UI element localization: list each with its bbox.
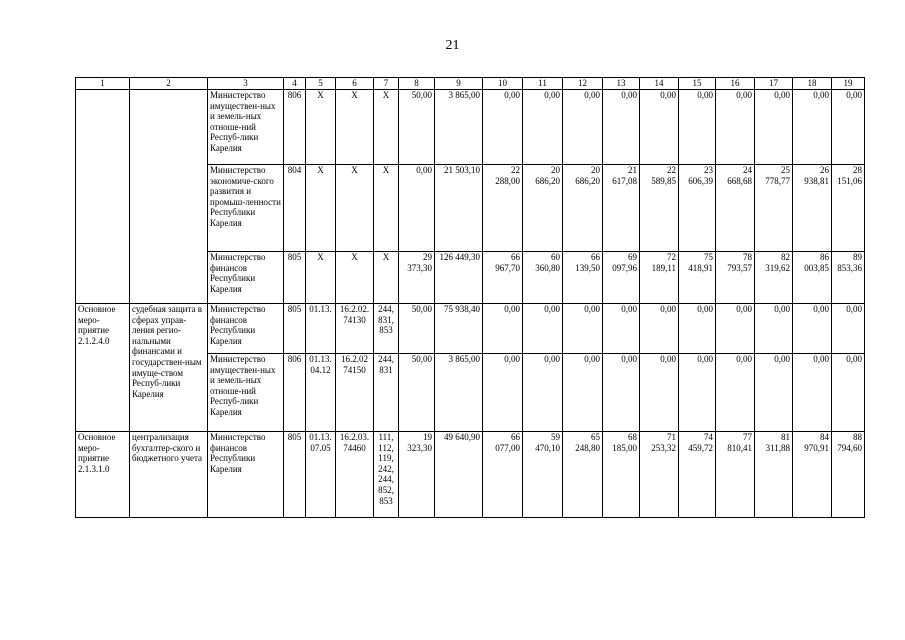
description-cell: централизация бухгалтер-ского и бюджетного учета (130, 432, 208, 518)
value-cell: 0,00 (832, 304, 865, 354)
expense-type-cell: Х (374, 165, 399, 252)
value-cell: 49 640,90 (435, 432, 483, 518)
section-code-cell: Х (306, 165, 336, 252)
value-cell: 20 686,20 (523, 165, 563, 252)
header-cell: 9 (435, 78, 483, 90)
value-cell: 81 311,88 (755, 432, 793, 518)
value-cell: 0,00 (679, 90, 716, 165)
section-code-cell: Х (306, 252, 336, 304)
value-cell: 82 319,62 (755, 252, 793, 304)
value-cell: 59 470,10 (523, 432, 563, 518)
header-cell: 16 (716, 78, 755, 90)
value-cell: 0,00 (716, 354, 755, 432)
value-cell: 0,00 (563, 354, 603, 432)
executor-cell: Министерство финансов Республики Карелия (208, 252, 284, 304)
value-cell: 0,00 (483, 304, 523, 354)
executor-cell: Министерство экономиче-ского развития и промыш-ленности Республики Карелия (208, 165, 284, 252)
table-row (76, 90, 865, 165)
grbs-code-cell: 805 (284, 432, 306, 518)
value-cell: 0,00 (640, 304, 679, 354)
value-cell: 0,00 (793, 354, 832, 432)
value-cell: 0,00 (716, 90, 755, 165)
value-cell: 0,00 (679, 354, 716, 432)
value-cell: 77 810,41 (716, 432, 755, 518)
executor-cell: Министерство имуществен-ных и земель-ных отноше-ний Респуб-лики Карелия (208, 354, 284, 432)
value-cell: 0,00 (523, 90, 563, 165)
description-cell (130, 90, 208, 304)
target-article-cell: 16.2.02. 74130 (336, 304, 374, 354)
page-number: 21 (445, 38, 460, 53)
value-cell: 21 617,08 (603, 165, 640, 252)
header-cell: 19 (832, 78, 865, 90)
header-cell: 15 (679, 78, 716, 90)
target-article-cell: Х (336, 90, 374, 165)
header-cell: 8 (399, 78, 435, 90)
activity-cell: Основное меро-приятие 2.1.2.4.0 (76, 304, 130, 432)
value-cell: 29 373,30 (399, 252, 435, 304)
expense-type-cell: Х (374, 90, 399, 165)
target-article-cell: Х (336, 252, 374, 304)
value-cell: 0,00 (603, 304, 640, 354)
description-cell: судебная защита в сферах управ-ления регио-нальными финансами и государствен-ным имуще-ством Респуб-лики Карелия (130, 304, 208, 432)
target-article-cell: 16.2.02 74150 (336, 354, 374, 432)
value-cell: 0,00 (793, 304, 832, 354)
value-cell: 72 189,11 (640, 252, 679, 304)
value-cell: 75 938,40 (435, 304, 483, 354)
section-code-cell: 01.13. (306, 304, 336, 354)
target-article-cell: 16.2.03. 74460 (336, 432, 374, 518)
value-cell: 66 967,70 (483, 252, 523, 304)
executor-cell: Министерство имуществен-ных и земель-ных отноше-ний Респуб-лики Карелия (208, 90, 284, 165)
value-cell: 0,00 (755, 304, 793, 354)
expense-type-cell: 244, 831, 853 (374, 304, 399, 354)
header-cell: 10 (483, 78, 523, 90)
grbs-code-cell: 804 (284, 165, 306, 252)
value-cell: 0,00 (755, 354, 793, 432)
value-cell: 50,00 (399, 90, 435, 165)
header-row (76, 78, 865, 90)
value-cell: 89 853,36 (832, 252, 865, 304)
header-cell: 13 (603, 78, 640, 90)
value-cell: 0,00 (563, 304, 603, 354)
value-cell: 0,00 (523, 354, 563, 432)
table-row (76, 304, 865, 354)
grbs-code-cell: 806 (284, 90, 306, 165)
value-cell: 22 288,00 (483, 165, 523, 252)
header-cell: 12 (563, 78, 603, 90)
value-cell: 66 077,00 (483, 432, 523, 518)
value-cell: 22 589,85 (640, 165, 679, 252)
header-cell: 17 (755, 78, 793, 90)
activity-cell: Основное меро-приятие 2.1.3.1.0 (76, 432, 130, 518)
value-cell: 65 248,80 (563, 432, 603, 518)
value-cell: 0,00 (399, 165, 435, 252)
value-cell: 0,00 (523, 304, 563, 354)
value-cell: 0,00 (793, 90, 832, 165)
value-cell: 0,00 (483, 354, 523, 432)
value-cell: 50,00 (399, 354, 435, 432)
value-cell: 0,00 (679, 304, 716, 354)
header-cell: 11 (523, 78, 563, 90)
value-cell: 0,00 (832, 90, 865, 165)
header-cell: 14 (640, 78, 679, 90)
executor-cell: Министерство финансов Республики Карелия (208, 304, 284, 354)
header-cell: 1 (76, 78, 130, 90)
grbs-code-cell: 805 (284, 304, 306, 354)
value-cell: 84 970,91 (793, 432, 832, 518)
section-code-cell: 01.13. 04.12 (306, 354, 336, 432)
value-cell: 78 793,57 (716, 252, 755, 304)
value-cell: 0,00 (603, 90, 640, 165)
expense-type-cell: 111, 112, 119, 242, 244, 852, 853 (374, 432, 399, 518)
header-cell: 7 (374, 78, 399, 90)
value-cell: 19 323,30 (399, 432, 435, 518)
value-cell: 28 151,06 (832, 165, 865, 252)
value-cell: 74 459,72 (679, 432, 716, 518)
value-cell: 0,00 (483, 90, 523, 165)
value-cell: 0,00 (640, 90, 679, 165)
value-cell: 126 449,30 (435, 252, 483, 304)
table-row (76, 432, 865, 518)
activity-cell (76, 90, 130, 304)
value-cell: 86 003,85 (793, 252, 832, 304)
header-cell: 5 (306, 78, 336, 90)
value-cell: 3 865,00 (435, 90, 483, 165)
header-cell: 4 (284, 78, 306, 90)
budget-table (75, 77, 865, 518)
value-cell: 88 794,60 (832, 432, 865, 518)
value-cell: 3 865,00 (435, 354, 483, 432)
grbs-code-cell: 805 (284, 252, 306, 304)
header-cell: 18 (793, 78, 832, 90)
value-cell: 24 668,68 (716, 165, 755, 252)
value-cell: 25 778,77 (755, 165, 793, 252)
value-cell: 26 938,81 (793, 165, 832, 252)
value-cell: 0,00 (640, 354, 679, 432)
section-code-cell: 01.13. 07.05 (306, 432, 336, 518)
value-cell: 0,00 (716, 304, 755, 354)
value-cell: 69 097,96 (603, 252, 640, 304)
value-cell: 75 418,91 (679, 252, 716, 304)
header-cell: 2 (130, 78, 208, 90)
header-cell: 3 (208, 78, 284, 90)
target-article-cell: Х (336, 165, 374, 252)
expense-type-cell: 244, 831 (374, 354, 399, 432)
value-cell: 66 139,50 (563, 252, 603, 304)
value-cell: 23 606,39 (679, 165, 716, 252)
header-cell: 6 (336, 78, 374, 90)
value-cell: 0,00 (755, 90, 793, 165)
section-code-cell: Х (306, 90, 336, 165)
value-cell: 0,00 (603, 354, 640, 432)
value-cell: 71 253,32 (640, 432, 679, 518)
executor-cell: Министерство финансов Республики Карелия (208, 432, 284, 518)
grbs-code-cell: 806 (284, 354, 306, 432)
value-cell: 20 686,20 (563, 165, 603, 252)
value-cell: 60 360,80 (523, 252, 563, 304)
value-cell: 68 185,00 (603, 432, 640, 518)
value-cell: 50,00 (399, 304, 435, 354)
expense-type-cell: Х (374, 252, 399, 304)
value-cell: 0,00 (563, 90, 603, 165)
value-cell: 0,00 (832, 354, 865, 432)
value-cell: 21 503,10 (435, 165, 483, 252)
